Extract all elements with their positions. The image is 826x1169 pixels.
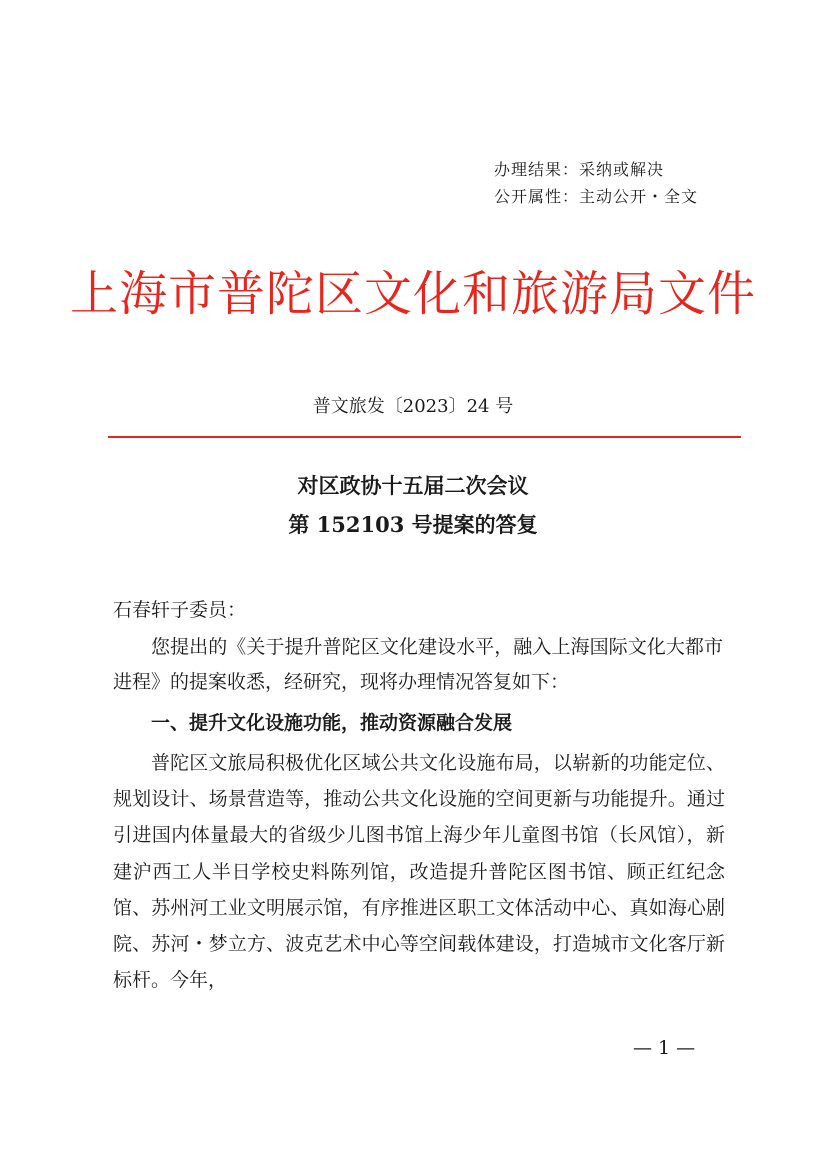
disclosure-attribute: 公开属性：主动公开・全文: [494, 187, 699, 206]
body-paragraph-2: 普陀区文旅局积极优化区域公共文化设施布局，以崭新的功能定位、规划设计、场景营造等，推动公共文化设施的空间更新与功能提升。通过引进国内体量最大的省级少儿图书馆上海少年儿童图书馆（长风馆），新建沪西工人半日学校史料陈列馆，改造提升普陀区图书馆、顾正红纪念馆、苏州河工业文明展示馆，有序推进区职工文体活动中心、真如海心剧院、苏河・梦立方、波克艺术中心等空间载体建设，打造城市文化客厅新标杆。今年，: [113, 752, 725, 992]
body-paragraph-1: 您提出的《关于提升普陀区文化建设水平，融入上海国际文化大都市进程》的提案收悉，经研究，现将办理情况答复如下：: [113, 636, 723, 693]
page-number: — 1 —: [633, 1037, 696, 1059]
agency-letterhead: 上海市普陀区文化和旅游局文件: [69, 266, 756, 322]
section-heading-1: 一、提升文化设施功能，推动资源融合发展: [151, 712, 513, 734]
handling-result: 办理结果：采纳或解决: [494, 160, 665, 179]
document-number: 普文旅发〔2023〕24 号: [312, 396, 514, 417]
salutation: 石春轩子委员：: [113, 599, 247, 621]
document-title-line-1: 对区政协十五届二次会议: [297, 473, 529, 498]
document-title-line-2: 第 152103 号提案的答复: [288, 512, 538, 537]
letterhead-divider: [108, 436, 741, 438]
